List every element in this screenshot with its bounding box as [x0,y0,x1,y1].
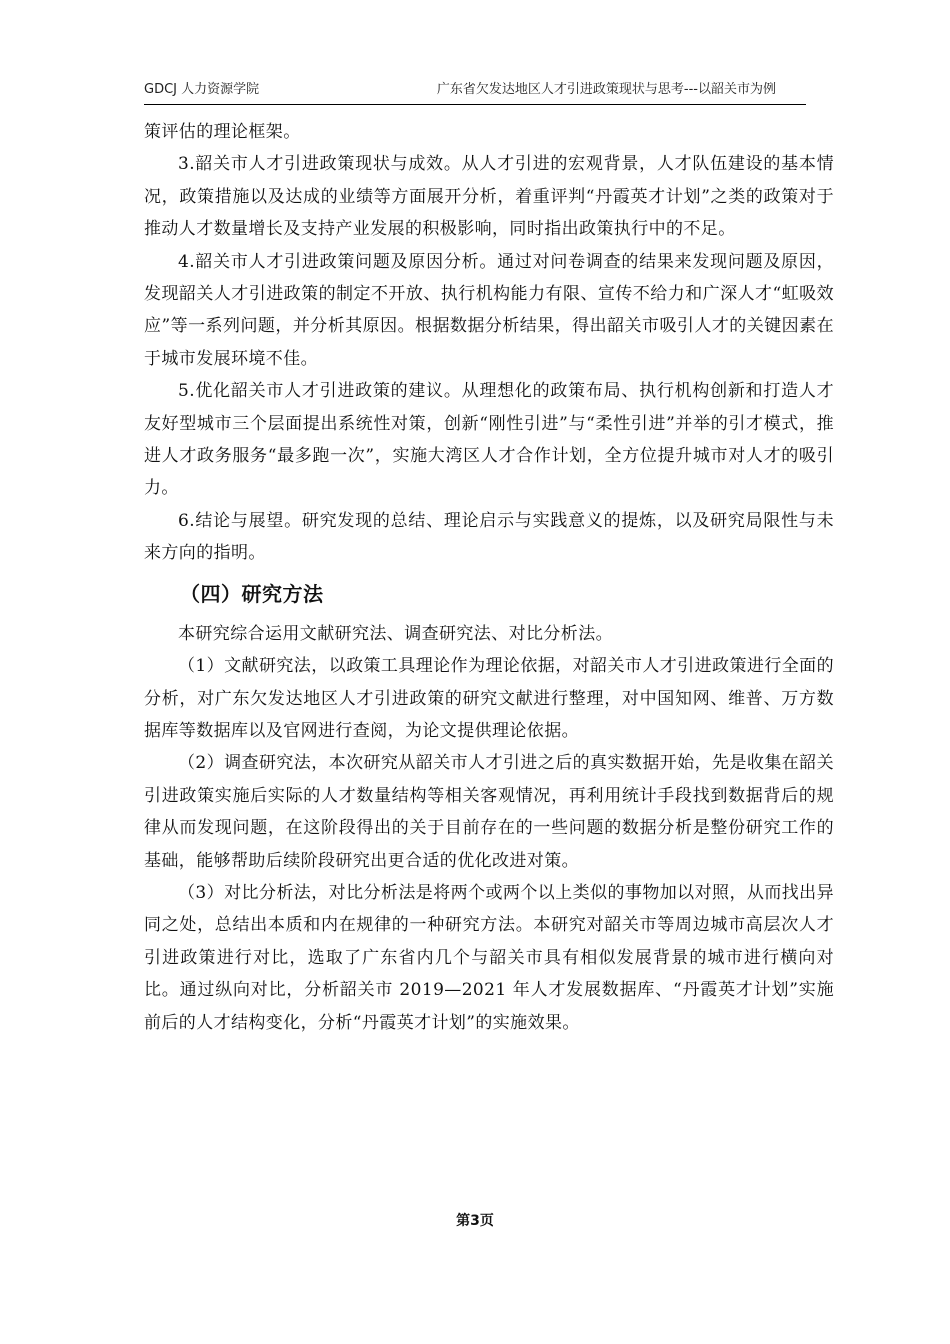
section-heading: （四）研究方法 [180,581,324,606]
paragraph-continuation: 策评估的理论框架。 [144,122,301,142]
page-body [144,116,834,1039]
paragraph-methods-intro: 本研究综合运用文献研究法、调查研究法、对比分析法。 [178,623,613,644]
paragraph-method-2: （2）调查研究法，本次研究从韶关市人才引进之后的真实数据开始，先是收集在韶关引进政策实施后实际的人才数量结构等相关客观情况，再利用统计手段找到数据背后的规律从而发现问题，在这阶段得出的关于目前存在的一些问题的数据分析是整份研究工作的基础，能够帮助后续阶段研究出更合适的优化改进对策。 [144,753,834,871]
paragraph-item-5: 5.优化韶关市人才引进政策的建议。从理想化的政策布局、执行机构创新和打造人才友好型城市三个层面提出系统性对策，创新“刚性引进”与“柔性引进”并举的引才模式，推进人才政务服务“最多跑一次”，实施大湾区人才合作计划，全方位提升城市对人才的吸引力。 [144,381,834,499]
header-institution: GDCJ 人力资源学院 [144,82,260,97]
header-divider [144,104,806,105]
paragraph-method-1: （1）文献研究法，以政策工具理论作为理论依据，对韶关市人才引进政策进行全面的分析，对广东欠发达地区人才引进政策的研究文献进行整理，对中国知网、维普、万方数据库等数据库以及官网进行查阅，为论文提供理论依据。 [144,656,834,741]
page-number: 第3页 [456,1213,494,1229]
paragraph-item-6: 6.结论与展望。研究发现的总结、理论启示与实践意义的提炼，以及研究局限性与未来方向的指明。 [144,510,834,564]
page-header [144,78,806,102]
paragraph-item-3: 3.韶关市人才引进政策现状与成效。从人才引进的宏观背景，人才队伍建设的基本情况，政策措施以及达成的业绩等方面展开分析，着重评判“丹霞英才计划”之类的政策对于推动人才数量增长及支持产业发展的积极影响，同时指出政策执行中的不足。 [144,154,834,240]
paragraph-item-4: 4.韶关市人才引进政策问题及原因分析。通过对问卷调查的结果来发现问题及原因，发现韶关人才引进政策的制定不开放、执行机构能力有限、宣传不给力和广深人才“虹吸效应”等一系列问题，并分析其原因。根据数据分析结果，得出韶关市吸引人才的关键因素在于城市发展环境不佳。 [144,251,834,369]
header-paper-title: 广东省欠发达地区人才引进政策现状与思考---以韶关市为例 [436,82,776,97]
paragraph-method-3: （3）对比分析法，对比分析法是将两个或两个以上类似的事物加以对照，从而找出异同之处，总结出本质和内在规律的一种研究方法。本研究对韶关市等周边城市高层次人才引进政策进行对比，选取了广东省内几个与韶关市具有相似发展背景的城市进行横向对比。通过纵向对比，分析韶关市 2019—2021 年人才发展数据库、“丹霞英才计划”实施前后的人才结构变化，分析“丹霞英才计划”的实施效果。 [144,882,834,1033]
